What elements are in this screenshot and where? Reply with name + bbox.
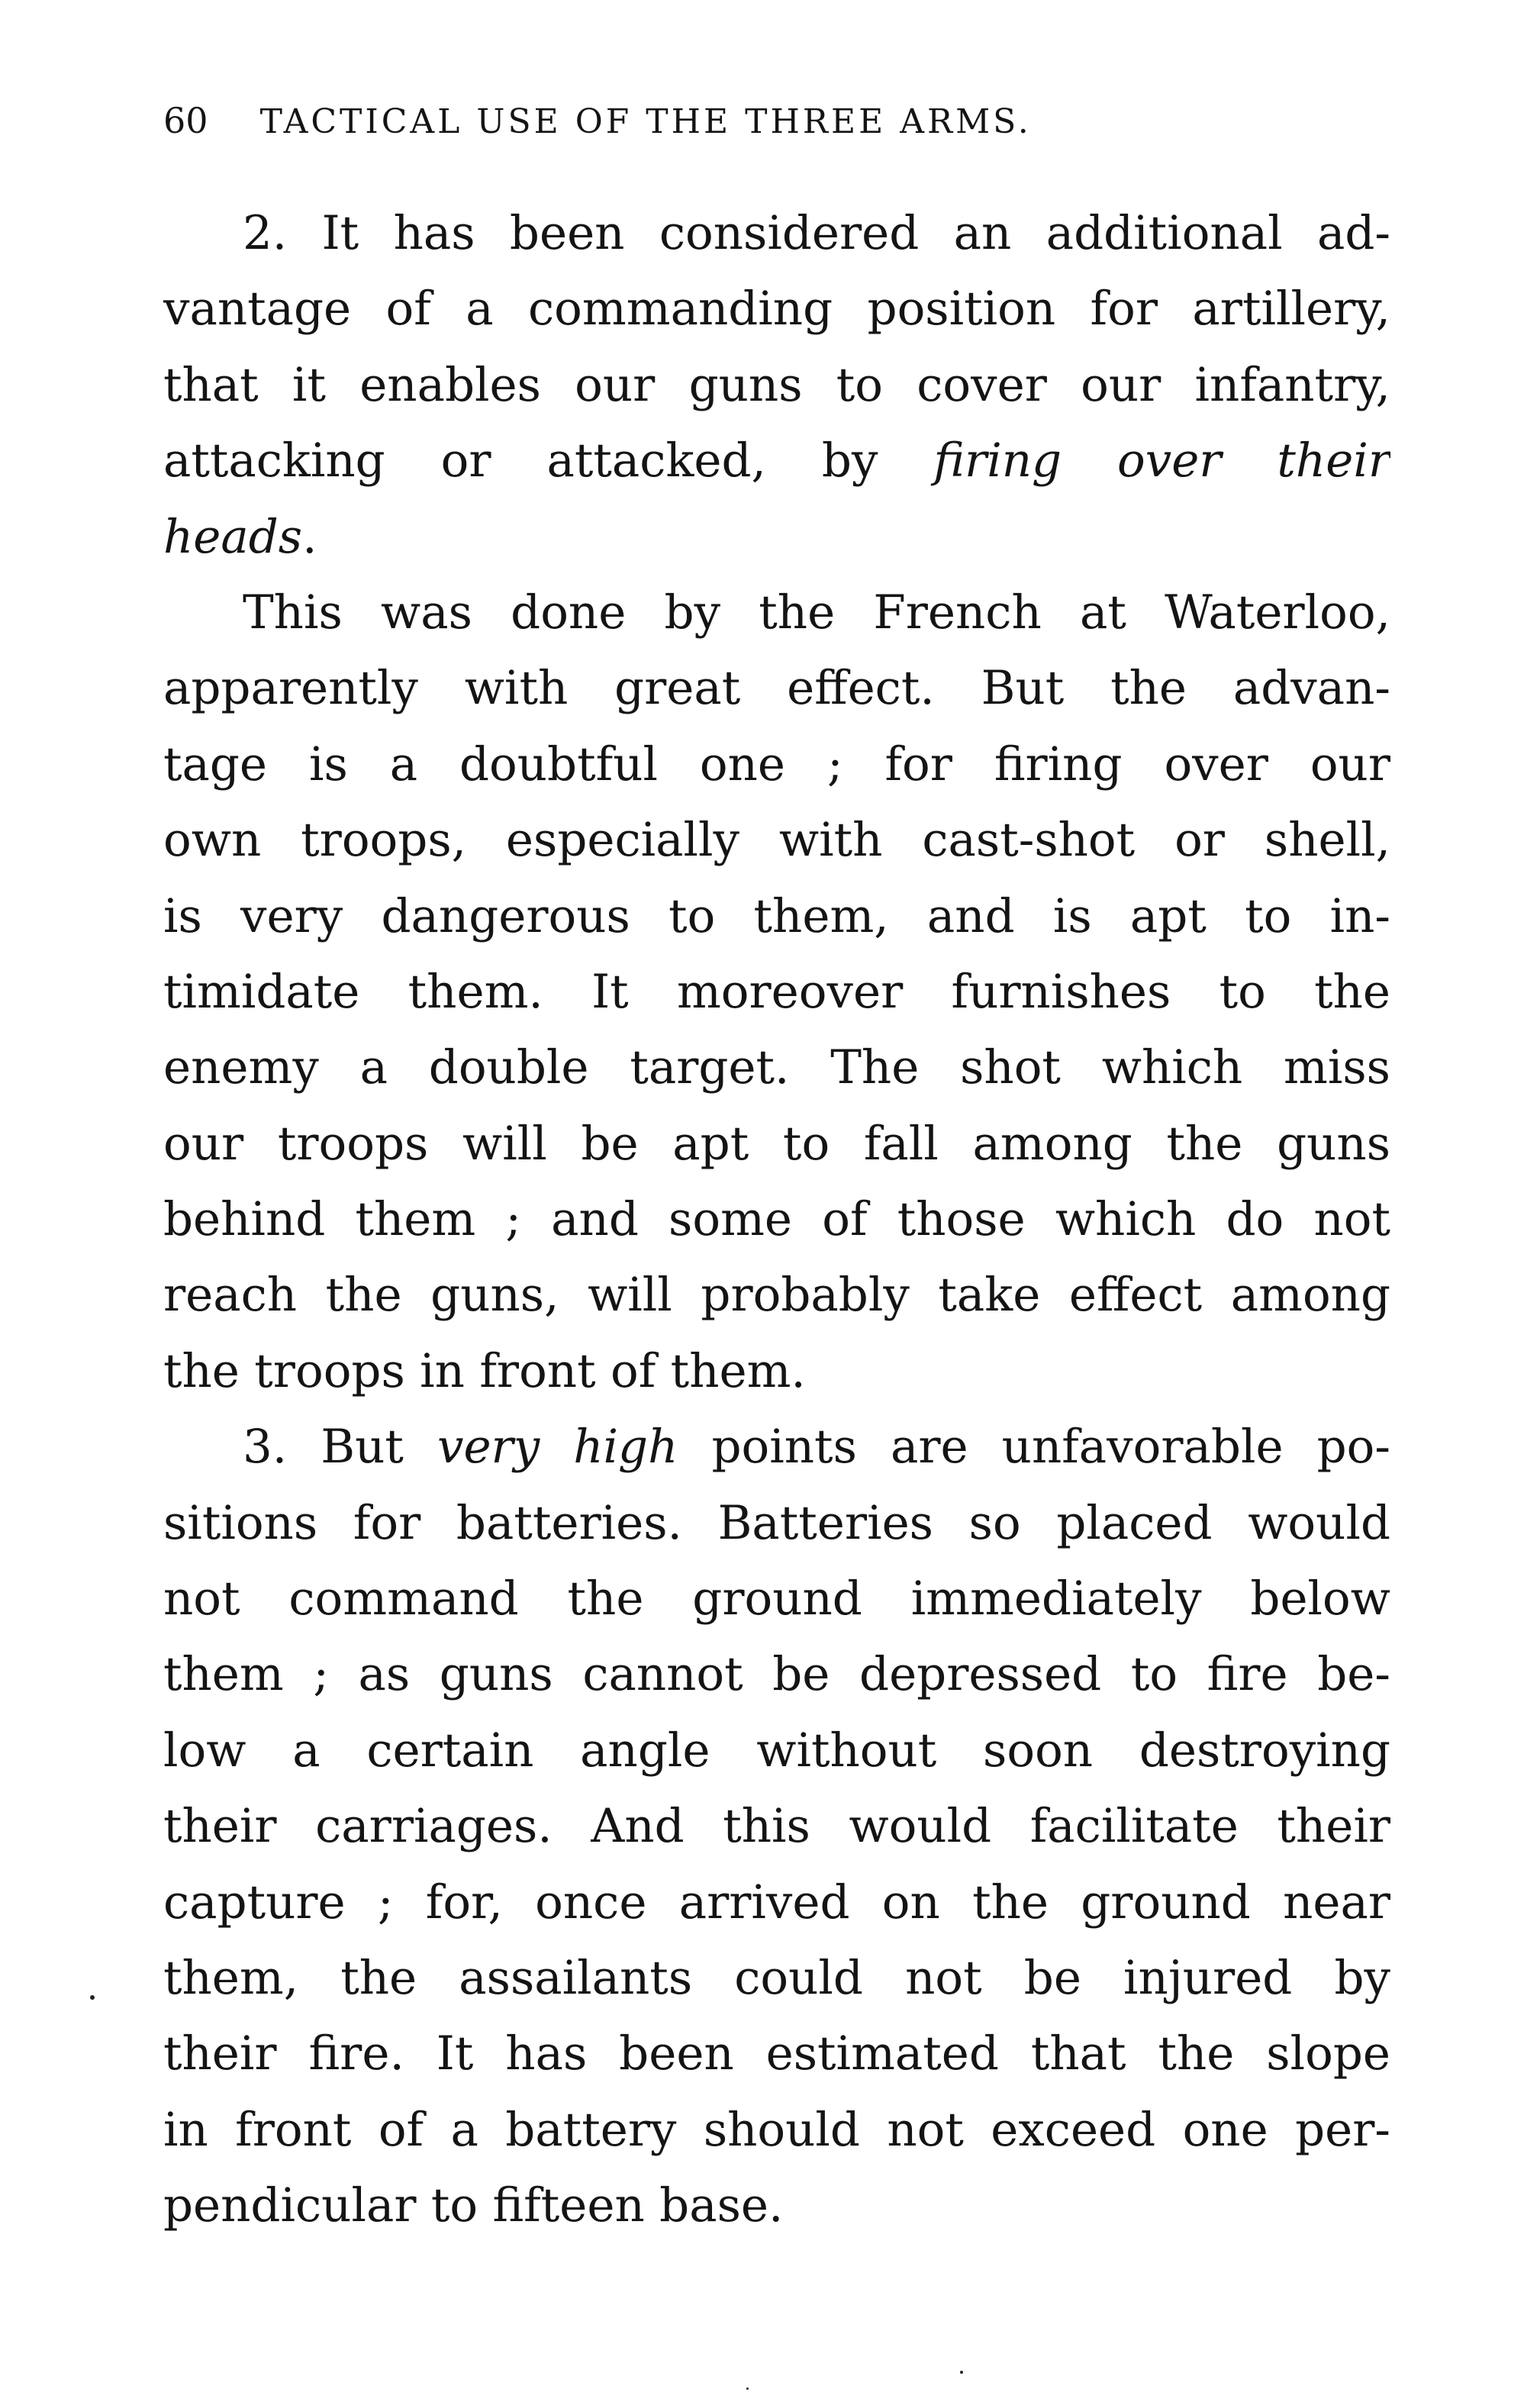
text-line: apparently with great effect. But the advan-: [163, 661, 1390, 716]
text-line: capture ; for, once arrived on the ground near: [163, 1875, 1390, 1930]
italic-text: firing over their: [933, 434, 1390, 488]
text-line: enemy a double target. The shot which miss: [163, 1040, 1390, 1095]
text-line: them, the assailants could not be injured by: [163, 1950, 1390, 2005]
text-line: heads.: [163, 509, 317, 564]
text-line: is very dangerous to them, and is apt to in-: [163, 888, 1390, 943]
scan-speck: [960, 2371, 963, 2374]
scan-speck: [90, 1995, 95, 2000]
text-line: their fire. It has been estimated that the slope: [163, 2026, 1390, 2081]
running-title: TACTICAL USE OF THE THREE ARMS.: [259, 102, 1032, 141]
scan-speck: [746, 2387, 749, 2390]
text-line: behind them ; and some of those which do not: [163, 1192, 1390, 1247]
text-line: 3. But very high points are unfavorable po-: [243, 1420, 1390, 1475]
text-line: reach the guns, will probably take effect among: [163, 1268, 1390, 1323]
text-line: attacking or attacked, by firing over their: [163, 434, 1390, 488]
italic-text: very high: [437, 1420, 678, 1475]
text-line: not command the ground immediately below: [163, 1572, 1390, 1627]
text-line: tage is a doubtful one ; for firing over our: [163, 737, 1390, 792]
body-text: [163, 195, 1390, 2244]
page-number: 60: [163, 100, 208, 141]
italic-text: heads: [163, 509, 303, 564]
text-line: our troops will be apt to fall among the guns: [163, 1116, 1390, 1171]
text-line: the troops in front of them.: [163, 1343, 806, 1398]
text-line: own troops, especially with cast-shot or shell,: [163, 813, 1390, 868]
text-line: in front of a battery should not exceed one per-: [163, 2102, 1390, 2157]
text-line: This was done by the French at Waterloo,: [243, 585, 1390, 640]
text-line: sitions for batteries. Batteries so placed would: [163, 1495, 1390, 1550]
text-line: vantage of a commanding position for artillery,: [163, 282, 1390, 337]
text-line: low a certain angle without soon destroying: [163, 1723, 1390, 1778]
text-line: that it enables our guns to cover our infantry,: [163, 357, 1390, 412]
text-line: pendicular to fifteen base.: [163, 2178, 784, 2233]
running-head: [163, 90, 1384, 151]
text-line: them ; as guns cannot be depressed to fire be-: [163, 1647, 1390, 1702]
text-line: 2. It has been considered an additional ad-: [243, 206, 1390, 260]
text-line: their carriages. And this would facilitate their: [163, 1799, 1390, 1854]
text-line: timidate them. It moreover furnishes to the: [163, 964, 1390, 1019]
